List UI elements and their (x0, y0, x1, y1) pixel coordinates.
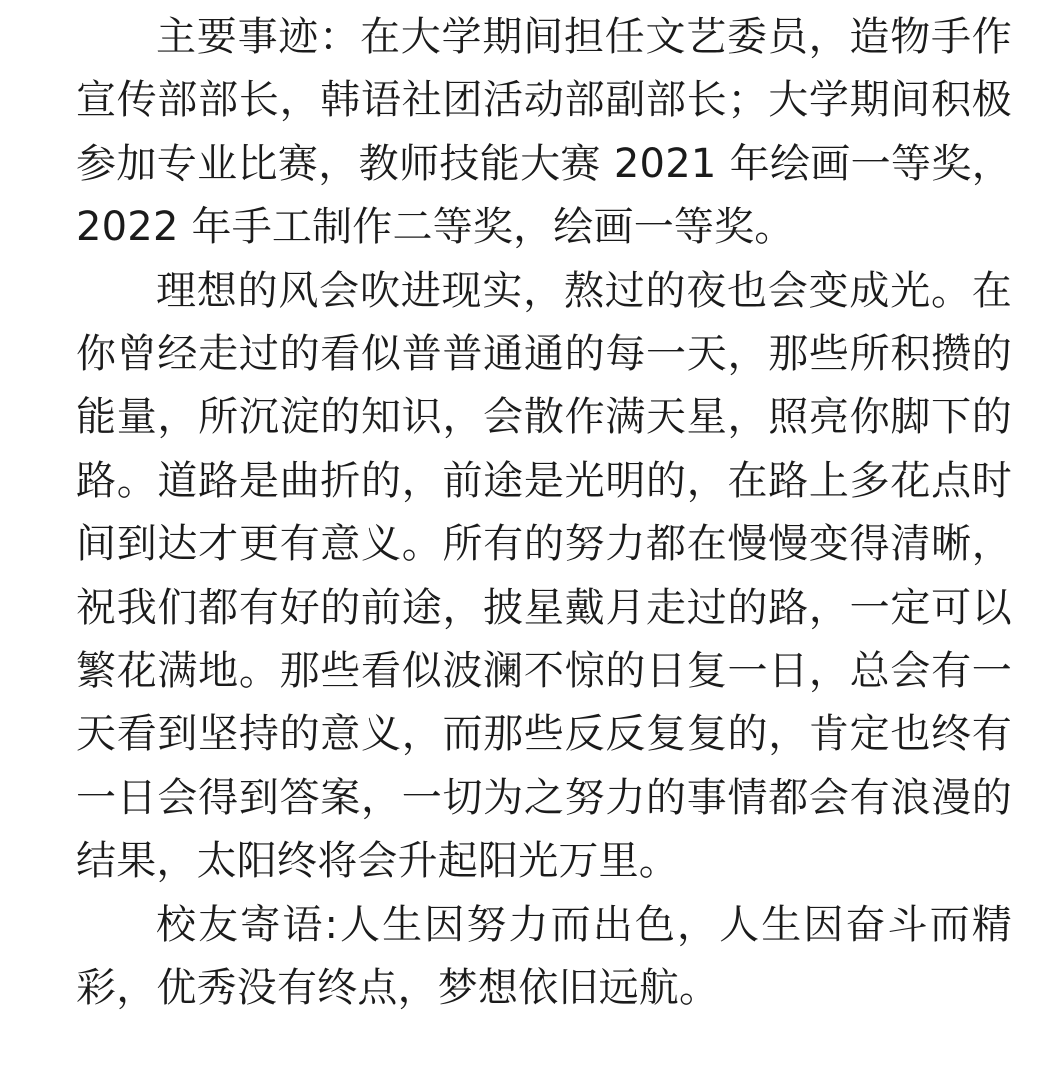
achievements-paragraph: 主要事迹：在大学期间担任文艺委员，造物手作宣传部部长，韩语社团活动部副部长；大学期间积极参加专业比赛，教师技能大赛 2021 年绘画一等奖，2022 年手工制作二等奖，绘画一等奖。 (76, 14, 1012, 251)
reflection-paragraph: 理想的风会吹进现实，熬过的夜也会变成光。在你曾经走过的看似普普通通的每一天，那些所积攒的能量，所沉淀的知识，会散作满天星，照亮你脚下的路。道路是曲折的，前途是光明的，在路上多花点时间到达才更有意义。所有的努力都在慢慢变得清晰，祝我们都有好的前途，披星戴月走过的路，一定可以繁花满地。那些看似波澜不惊的日复一日，总会有一天看到坚持的意义，而那些反反复复的，肯定也终有一日会得到答案，一切为之努力的事情都会有浪漫的结果，太阳终将会升起阳光万里。 (76, 267, 1012, 885)
alumni-message-paragraph: 校友寄语:人生因努力而出色，人生因奋斗而精彩，优秀没有终点，梦想依旧远航。 (76, 901, 1012, 1012)
